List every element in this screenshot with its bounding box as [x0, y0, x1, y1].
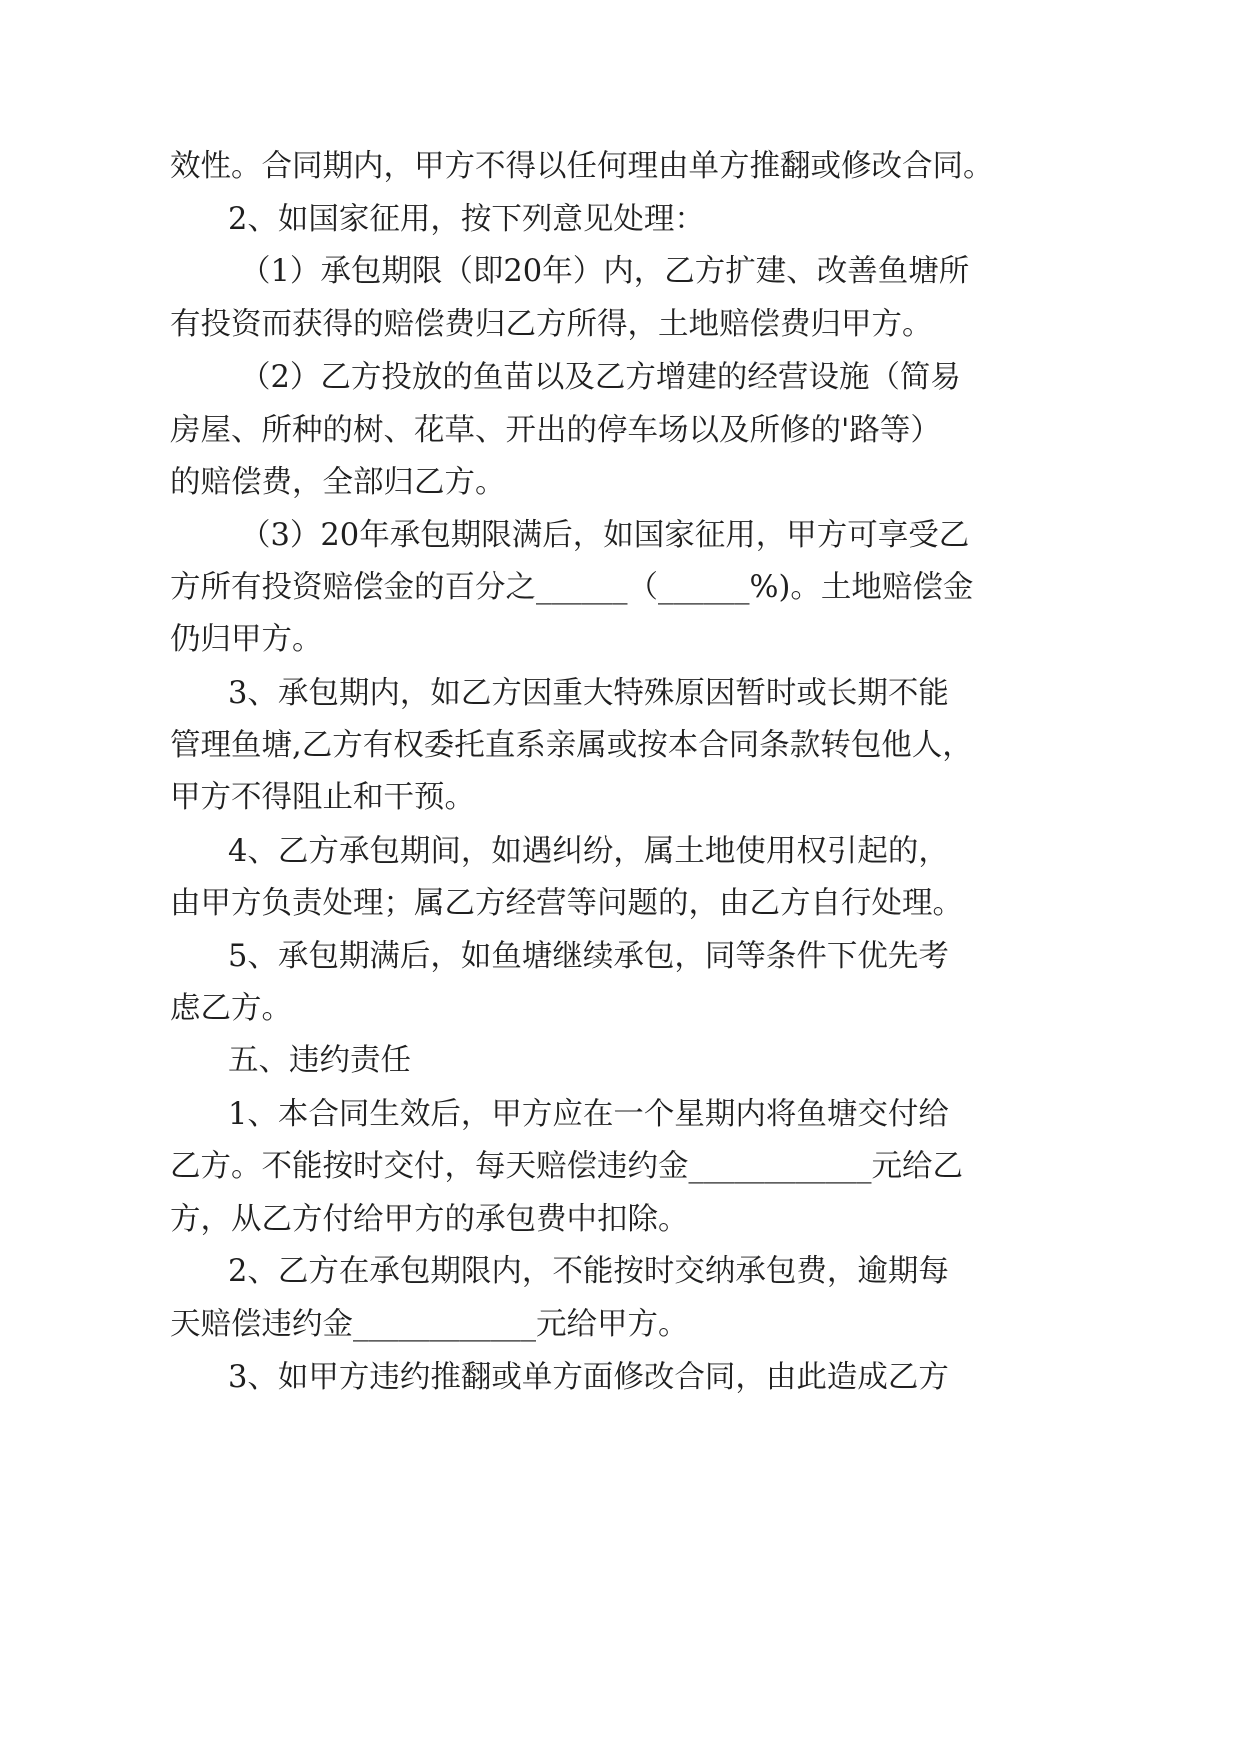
text-line: 天赔偿违约金____________元给甲方。 — [170, 1307, 689, 1342]
text-line: 仍归甲方。 — [170, 622, 323, 657]
text-line: 方所有投资赔偿金的百分之______（______%)。土地赔偿金 — [170, 570, 974, 605]
text-line: 虑乙方。 — [170, 991, 292, 1026]
text-line: 3、承包期内，如乙方因重大特殊原因暂时或长期不能 — [228, 676, 949, 711]
text-line: 方，从乙方付给甲方的承包费中扣除。 — [170, 1202, 689, 1237]
text-line: （2）乙方投放的鱼苗以及乙方增建的经营设施（简易 — [240, 360, 961, 395]
text-line: 乙方。不能按时交付，每天赔偿违约金____________元给乙 — [170, 1149, 963, 1184]
text-line: 2、乙方在承包期限内，不能按时交纳承包费，逾期每 — [228, 1254, 949, 1289]
text-line: （1）承包期限（即20年）内，乙方扩建、改善鱼塘所 — [240, 254, 970, 289]
text-line: 1、本合同生效后，甲方应在一个星期内将鱼塘交付给 — [228, 1097, 949, 1132]
text-line: 由甲方负责处理；属乙方经营等问题的，由乙方自行处理。 — [170, 886, 963, 921]
text-line: 甲方不得阻止和干预。 — [170, 780, 475, 815]
text-line: 房屋、所种的树、花草、开出的停车场以及所修的'路等） — [170, 413, 941, 448]
text-line: 4、乙方承包期间，如遇纠纷，属土地使用权引起的， — [228, 834, 949, 869]
text-line: 的赔偿费，全部归乙方。 — [170, 465, 506, 500]
text-line: 2、如国家征用，按下列意见处理： — [228, 202, 705, 237]
text-line: 效性。合同期内，甲方不得以任何理由单方推翻或修改合同。 — [170, 149, 994, 184]
text-line: 有投资而获得的赔偿费归乙方所得，土地赔偿费归甲方。 — [170, 307, 933, 342]
text-line: 5、承包期满后，如鱼塘继续承包，同等条件下优先考 — [228, 939, 949, 974]
section-heading: 五、违约责任 — [228, 1043, 411, 1078]
text-line: （3）20年承包期限满后，如国家征用，甲方可享受乙 — [240, 518, 970, 553]
text-line: 3、如甲方违约推翻或单方面修改合同，由此造成乙方 — [228, 1360, 949, 1395]
text-line: 管理鱼塘,乙方有权委托直系亲属或按本合同条款转包他人， — [170, 728, 973, 763]
